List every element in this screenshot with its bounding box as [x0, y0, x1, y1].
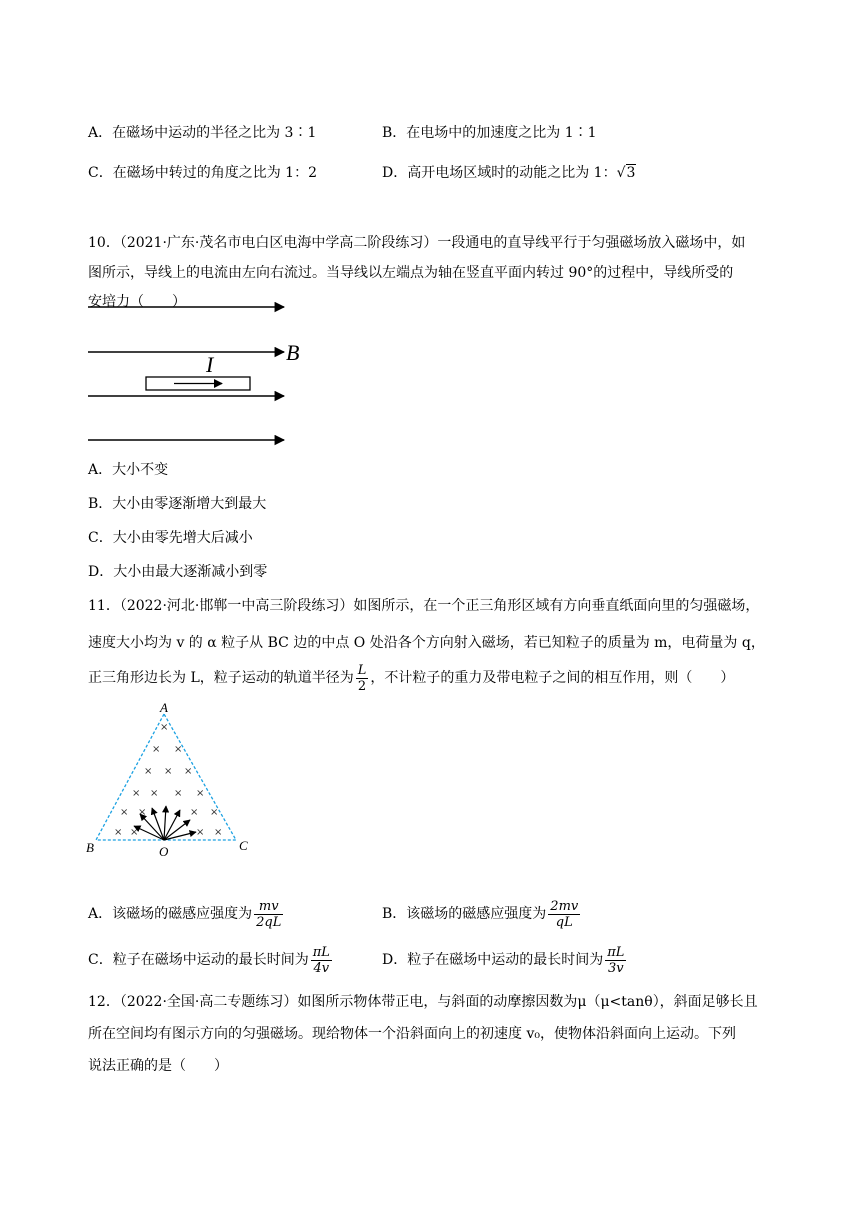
field-cross-mark: × [160, 722, 169, 733]
vertex-a-label: A [160, 700, 168, 715]
q10-option-b: B．大小由零逐渐增大到最大 [88, 496, 267, 512]
field-cross-mark: × [214, 827, 223, 838]
q10-stem-line2: 图所示，导线上的电流由左向右流过。当导线以左端点为轴在竖直平面内转过 90°的过程中，导线所受的 [88, 265, 734, 281]
q11-option-a-text: A．该磁场的磁感应强度为 [88, 906, 253, 922]
q11-option-c [88, 942, 334, 978]
sqrt-symbol: √3 [616, 165, 636, 181]
q11-stem-line3 [88, 660, 734, 696]
sqrt-radicand: 3 [626, 165, 636, 181]
q9-option-d [382, 163, 636, 183]
q9-option-a: A．在磁场中运动的半径之比为 3∶1 [88, 125, 317, 141]
q11-stem-line3-pre: 正三角形边长为 L，粒子运动的轨道半径为 [88, 670, 354, 686]
q11-option-b [382, 896, 582, 932]
q12-stem-line3: 说法正确的是（ ） [88, 1058, 228, 1074]
q11-figure [84, 700, 254, 860]
q10-option-a: A．大小不变 [88, 462, 169, 478]
fraction-numerator: mv [254, 899, 283, 915]
field-label: B [286, 340, 300, 365]
vertex-b-label: B [86, 840, 94, 855]
q12-stem-line1: 12．（2022·全国·高二专题练习）如图所示物体带正电，与斜面的动摩擦因数为μ（μ<tanθ），斜面足够长且 [88, 994, 758, 1010]
q9-option-c: C．在磁场中转过的角度之比为 1：2 [88, 165, 317, 181]
q9-option-b: B．在电场中的加速度之比为 1∶1 [382, 125, 597, 141]
q9-option-d-text: D．高开电场区域时的动能之比为 1： [382, 165, 617, 181]
fraction-denominator: 2qL [256, 914, 282, 930]
q11-option-d-fraction [605, 945, 626, 976]
field-marks [114, 722, 222, 838]
field-cross-mark: × [120, 807, 129, 818]
fraction-denominator: 4v [313, 960, 330, 976]
q11-option-c-text: C．粒子在磁场中运动的最长时间为 [88, 952, 309, 968]
q11-option-d [382, 942, 628, 978]
field-cross-mark: × [174, 744, 183, 755]
field-cross-mark: × [144, 766, 153, 777]
field-cross-mark: × [196, 788, 205, 799]
q11-option-b-fraction [548, 899, 580, 930]
fraction-numerator: πL [312, 944, 330, 960]
q11-option-a [88, 896, 285, 932]
q10-stem-line3: 安培力（ ） [88, 294, 186, 310]
q10-option-d: D．大小由最大逐渐减小到零 [88, 564, 268, 580]
field-cross-mark: × [152, 744, 161, 755]
field-cross-mark: × [196, 827, 205, 838]
field-cross-mark: × [114, 827, 123, 838]
current-label: I [206, 352, 214, 377]
field-cross-mark: × [164, 766, 173, 777]
q11-option-b-text: B．该磁场的磁感应强度为 [382, 906, 547, 922]
field-cross-mark: × [130, 827, 139, 838]
field-cross-mark: × [190, 807, 199, 818]
q12-stem-line2: 所在空间均有图示方向的匀强磁场。现给物体一个沿斜面向上的初速度 v₀，使物体沿斜面向上运动。下列 [88, 1026, 736, 1042]
point-o-label: O [159, 844, 169, 859]
field-cross-mark: × [138, 807, 147, 818]
field-cross-mark: × [150, 788, 159, 799]
q11-option-d-text: D．粒子在磁场中运动的最长时间为 [382, 952, 604, 968]
q11-stem-line2: 速度大小均为 v 的 α 粒子从 BC 边的中点 O 处沿各个方向射入磁场，若已知粒子的质量为 m，电荷量为 q， [88, 635, 765, 651]
q11-stem-line1: 11．（2022·河北·邯郸一中高三阶段练习）如图所示，在一个正三角形区域有方向垂直纸面向里的匀强磁场， [88, 598, 760, 614]
fraction-denominator: qL [555, 914, 573, 930]
vertex-c-label: C [239, 838, 248, 853]
q10-option-c: C．大小由零先增大后减小 [88, 530, 253, 546]
fraction-numerator: 2mv [550, 898, 579, 914]
fraction-numerator: πL [607, 944, 625, 960]
field-cross-mark: × [210, 807, 219, 818]
field-cross-mark: × [174, 788, 183, 799]
fraction-numerator: L [357, 662, 367, 678]
q11-option-c-fraction [311, 945, 332, 976]
fraction-denominator: 2 [357, 678, 367, 694]
fraction-l-over-2 [356, 663, 369, 694]
fraction-denominator: 3v [608, 960, 624, 976]
q11-option-a-fraction [254, 899, 283, 930]
q11-stem-line3-post: ，不计粒子的重力及带电粒子之间的相互作用，则（ ） [370, 670, 735, 686]
q10-stem-line1: 10．（2021·广东·茂名市电白区电海中学高二阶段练习）一段通电的直导线平行于匀强磁场放入磁场中，如 [88, 235, 746, 251]
field-cross-mark: × [132, 788, 141, 799]
q10-figure [84, 300, 314, 450]
field-cross-mark: × [184, 766, 193, 777]
